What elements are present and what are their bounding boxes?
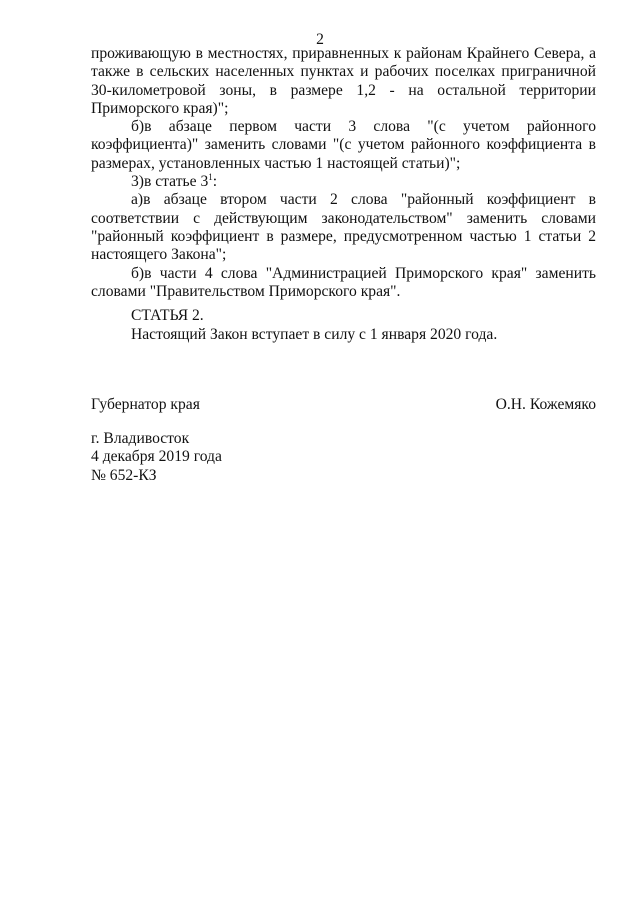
paragraph-item-b-part3: б)в абзаце первом части 3 слова "(с учетом районного коэффициента)" заменить словами "(с учетом районного коэффициента в размерах, установленных частью 1 настоящей статьи)"; [91,118,596,172]
article-heading: СТАТЬЯ 2. [131,307,204,324]
paragraph-item-3 [91,173,596,191]
page-number: 2 [316,31,324,48]
amendments-text [91,45,596,301]
article-2 [131,306,497,344]
signatory-name: О.Н. Кожемяко [495,396,596,413]
article-text: Настоящий Закон вступает в силу с 1 января 2020 года. [131,326,498,343]
paragraph-item-a: а)в абзаце втором части 2 слова "районный коэффициент в соответствии с действующим законодательством" заменить словами "районный коэффициент в размере, предусмотренном частью 1 статьи 2 настоящего Закона"; [91,191,596,264]
document-footer [91,430,222,485]
footer-law-number: № 652-КЗ [91,466,157,484]
footer-date: 4 декабря 2019 года [91,448,222,466]
paragraph-continuation: проживающую в местностях, приравненных к районам Крайнего Севера, а также в сельских населенных пунктах и рабочих поселках приграничной 30-километровой зоны, в размере 1,2 - на остальной территории Приморского края)"; [91,45,596,117]
item-3-superscript: 1 [208,172,213,183]
signatory-position: Губернатор края [91,396,200,413]
paragraph-item-b-part4: б)в части 4 слова "Администрацией Приморского края" заменить словами "Правительством Приморского края". [91,264,596,300]
footer-city: г. Владивосток [91,430,190,447]
item-3-text: 3)в статье 3 [131,173,209,191]
item-3-colon: : [212,173,218,191]
signature-row [91,396,596,414]
